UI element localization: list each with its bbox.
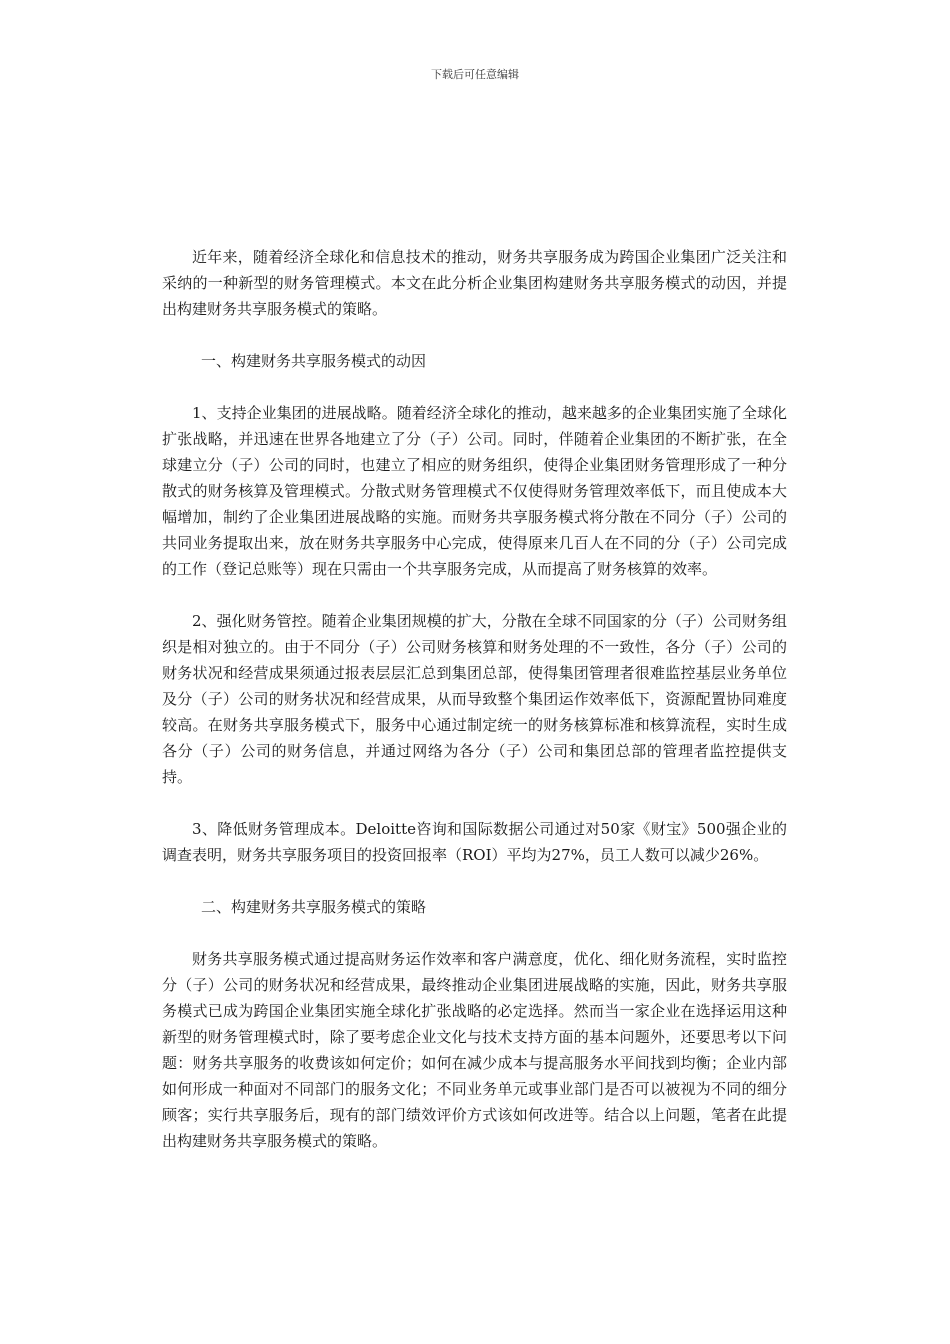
document-body [162, 244, 787, 1180]
intro-paragraph: 近年来，随着经济全球化和信息技术的推动，财务共享服务成为跨国企业集团广泛关注和采纳的一种新型的财务管理模式。本文在此分析企业集团构建财务共享服务模式的动因，并提出构建财务共享服务模式的策略。 [162, 248, 787, 318]
point-2-paragraph: 2、强化财务管控。随着企业集团规模的扩大，分散在全球不同国家的分（子）公司财务组织是相对独立的。由于不同分（子）公司财务核算和财务处理的不一致性，各分（子）公司的财务状况和经营成果须通过报表层层汇总到集团总部，使得集团管理者很难监控基层业务单位及分（子）公司的财务状况和经营成果，从而导致整个集团运作效率低下，资源配置协同难度较高。在财务共享服务模式下，服务中心通过制定统一的财务核算标准和核算流程，实时生成各分（子）公司的财务信息，并通过网络为各分（子）公司和集团总部的管理者监控提供支持。 [162, 612, 787, 786]
page-header: 下载后可任意编辑 [431, 68, 519, 81]
point-1-paragraph: 1、支持企业集团的进展战略。随着经济全球化的推动，越来越多的企业集团实施了全球化扩张战略，并迅速在世界各地建立了分（子）公司。同时，伴随着企业集团的不断扩张，在全球建立分（子）公司的同时，也建立了相应的财务组织，使得企业集团财务管理形成了一种分散式的财务核算及管理模式。分散式财务管理模式不仅使得财务管理效率低下，而且使成本大幅增加，制约了企业集团进展战略的实施。而财务共享服务模式将分散在不同分（子）公司的共同业务提取出来，放在财务共享服务中心完成，使得原来几百人在不同的分（子）公司完成的工作（登记总账等）现在只需由一个共享服务完成，从而提高了财务核算的效率。 [162, 404, 787, 578]
point-3-paragraph: 3、降低财务管理成本。Deloitte咨询和国际数据公司通过对50家《财宝》500强企业的调查表明，财务共享服务项目的投资回报率（ROI）平均为27%，员工人数可以减少26%。 [162, 820, 787, 864]
section-heading-motives: 一、构建财务共享服务模式的动因 [201, 352, 427, 370]
section-heading-strategies: 二、构建财务共享服务模式的策略 [201, 898, 427, 916]
closing-paragraph: 财务共享服务模式通过提高财务运作效率和客户满意度，优化、细化财务流程，实时监控分（子）公司的财务状况和经营成果，最终推动企业集团进展战略的实施，因此，财务共享服务模式已成为跨国企业集团实施全球化扩张战略的必定选择。然而当一家企业在选择运用这种新型的财务管理模式时，除了要考虑企业文化与技术支持方面的基本问题外，还要思考以下问题：财务共享服务的收费该如何定价；如何在减少成本与提高服务水平间找到均衡；企业内部如何形成一种面对不同部门的服务文化；不同业务单元或事业部门是否可以被视为不同的细分顾客；实行共享服务后，现有的部门绩效评价方式该如何改进等。结合以上问题，笔者在此提出构建财务共享服务模式的策略。 [162, 950, 787, 1150]
